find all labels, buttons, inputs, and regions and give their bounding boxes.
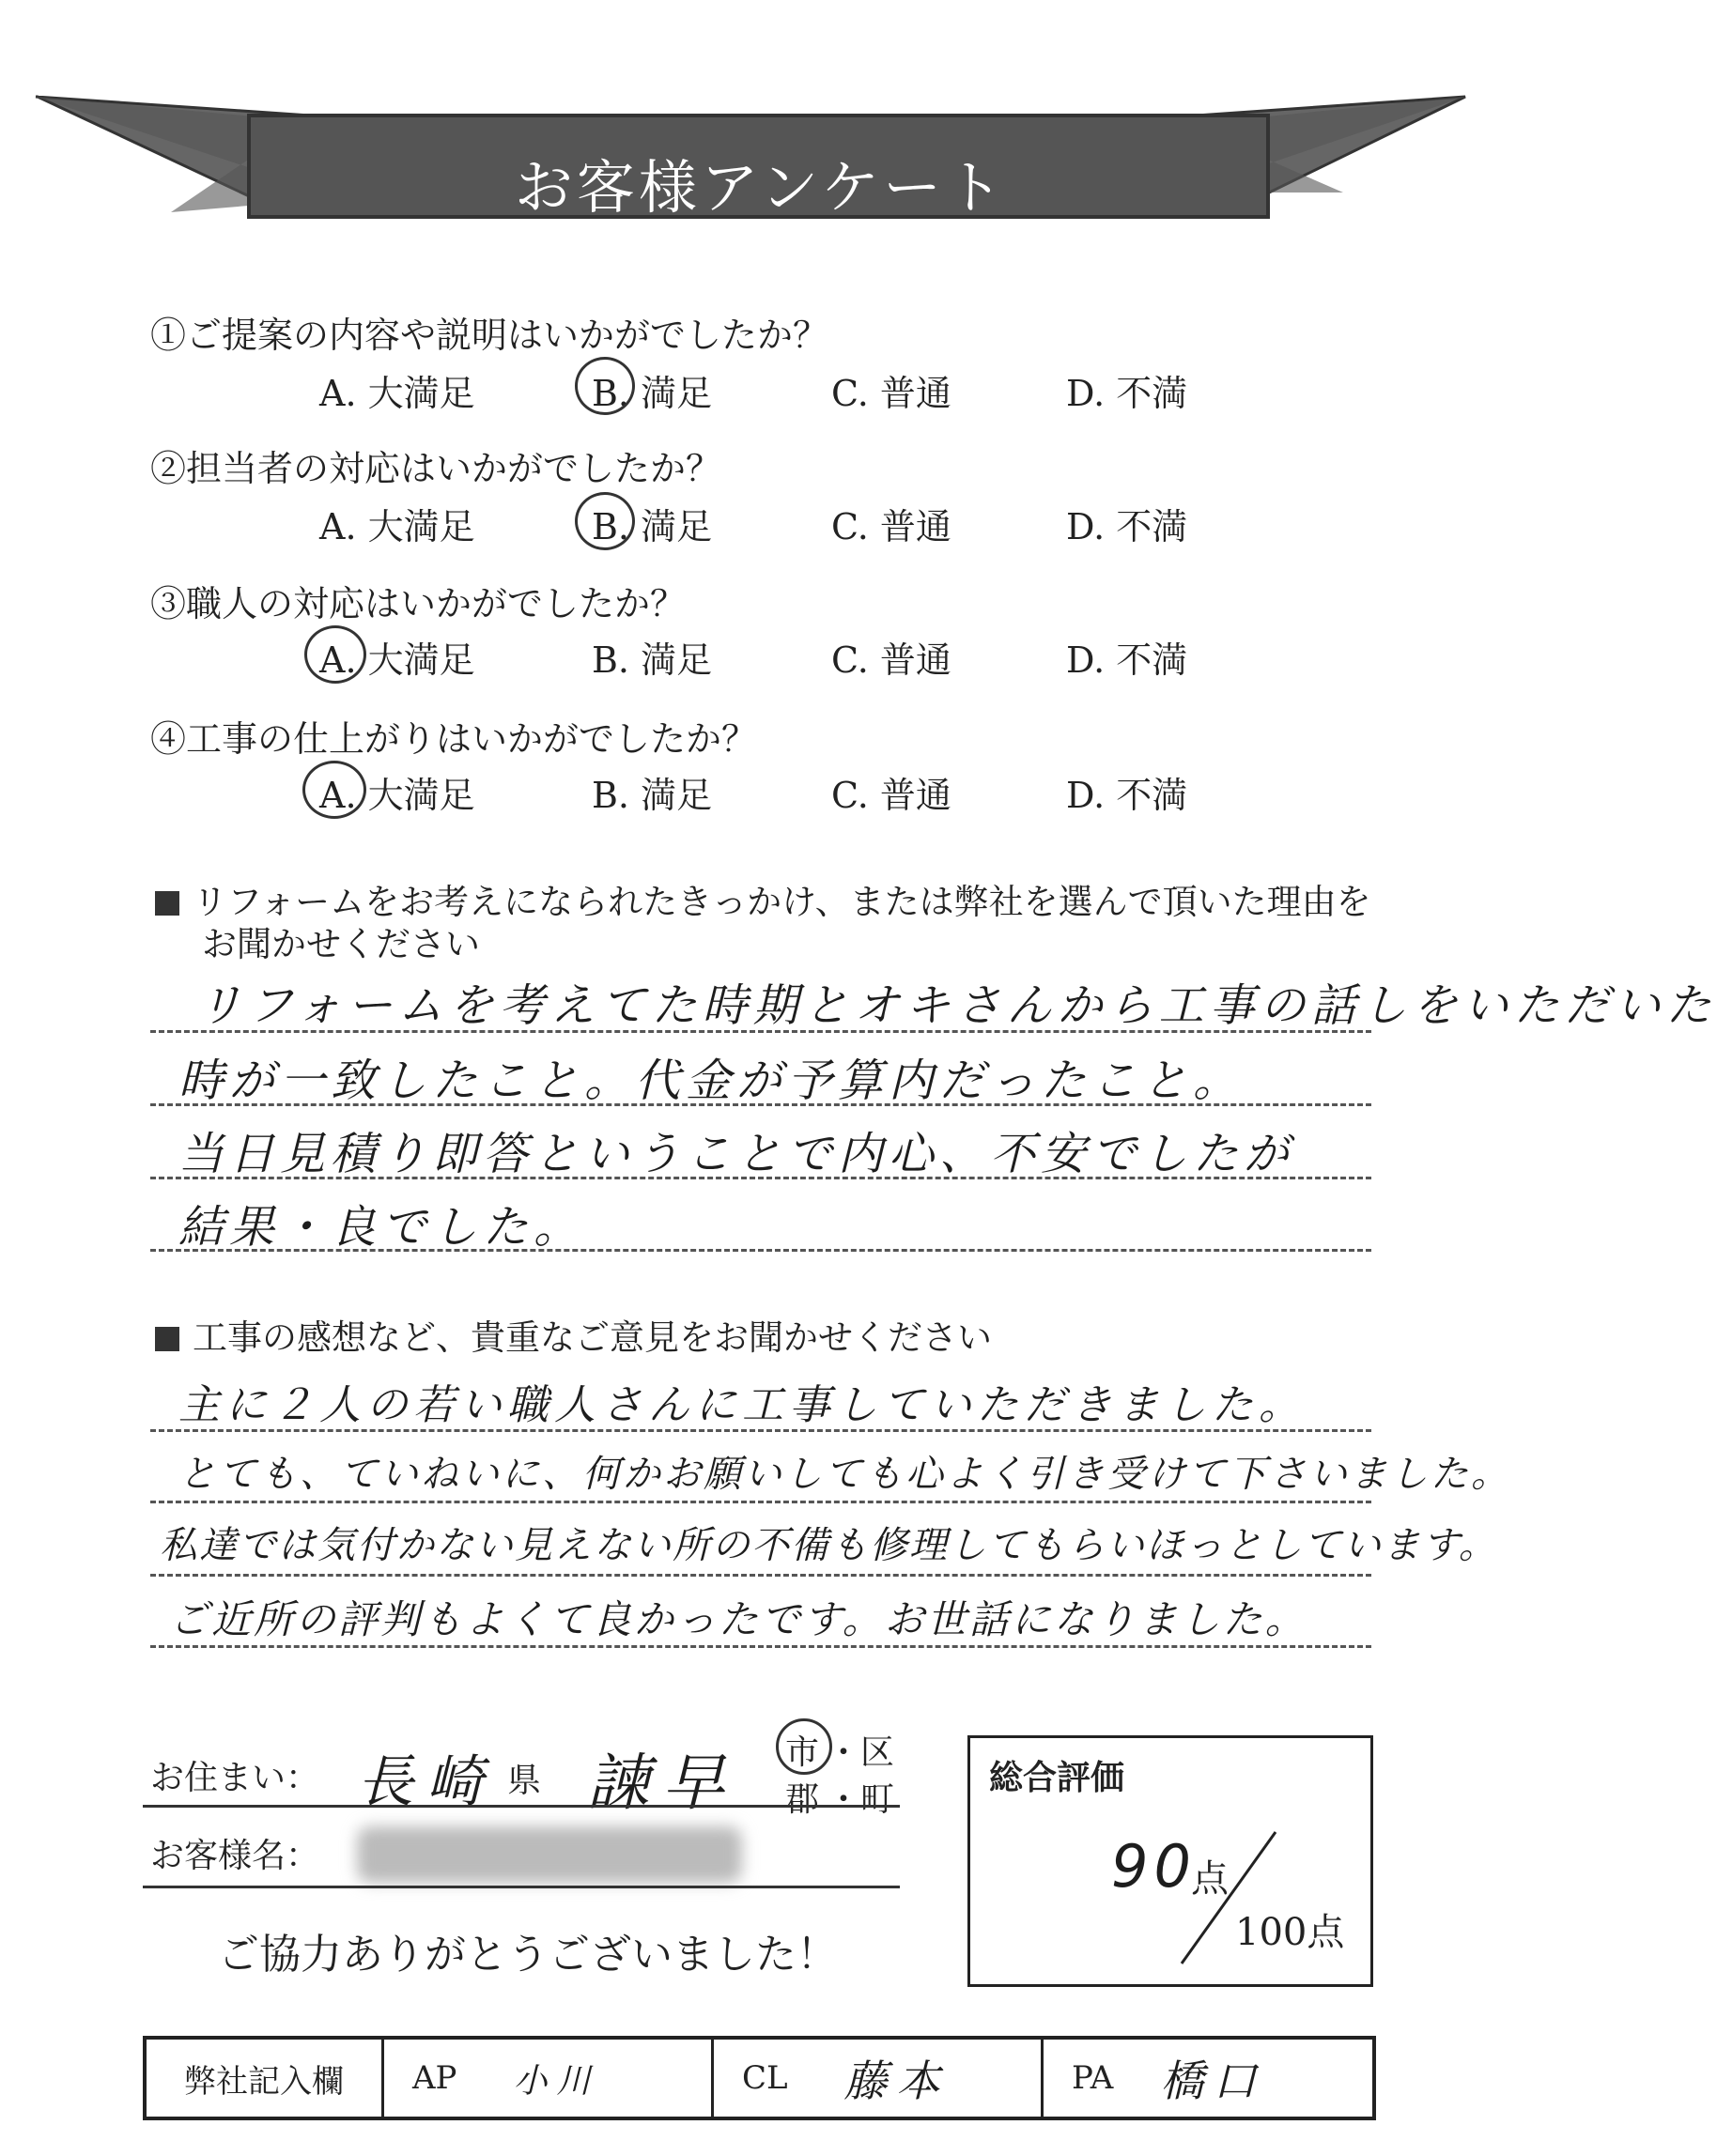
q4-option-d[interactable]: D. 不満 (1066, 775, 1188, 816)
q4-option-c[interactable]: C. 普通 (831, 775, 951, 816)
customer-name-redacted (357, 1826, 742, 1883)
feedback-answer-line-4: ご近所の評判もよくて良かったです。お世話になりました。 (169, 1596, 1307, 1642)
reason-answer-line-4: 結果・良でした。 (178, 1201, 585, 1254)
q3-option-b[interactable]: B. 満足 (592, 639, 713, 681)
score-label: 総合評価 (989, 1759, 1125, 1797)
q2-option-a[interactable]: A. 大満足 (319, 506, 475, 547)
address-label: お住まい： (150, 1759, 320, 1797)
customer-underline (143, 1886, 900, 1888)
answer-rule (150, 1501, 1371, 1503)
address-ken: 県 (507, 1762, 542, 1800)
score-max: 100点 (1235, 1911, 1345, 1954)
answer-rule (150, 1429, 1371, 1432)
q3-option-a[interactable]: A. 大満足 (319, 639, 475, 681)
answer-rule (150, 1030, 1371, 1033)
q3-option-c[interactable]: C. 普通 (831, 639, 951, 681)
ap-label: AP (412, 2059, 457, 2097)
address-underline (143, 1805, 900, 1808)
ap-value: 小川 (513, 2061, 600, 2101)
thanks-message: ご協力ありがとうございました！ (218, 1931, 838, 1979)
office-use-table (143, 2036, 1376, 2120)
address-city: 諫早 (587, 1747, 737, 1819)
office-use-header: 弊社記入欄 (147, 2040, 384, 2117)
q4-selection-circle (302, 761, 366, 819)
score-value: 90 (1111, 1832, 1197, 1901)
q2-option-c[interactable]: C. 普通 (831, 506, 951, 547)
reason-answer-line-3: 当日見積り即答ということで内心、不安でしたが (178, 1128, 1295, 1180)
q1-selection-circle (575, 357, 635, 415)
feedback-answer-line-1: 主に２人の若い職人さんに工事していただきました。 (178, 1381, 1306, 1429)
address-gun: 郡 (785, 1780, 820, 1819)
q1-option-b[interactable]: B. 満足 (592, 373, 713, 414)
answer-rule (150, 1103, 1371, 1106)
q1-option-d[interactable]: D. 不満 (1066, 373, 1188, 414)
survey-title: お客様アンケート (514, 153, 1008, 222)
shi-selection-circle (776, 1718, 832, 1775)
pa-value: 橋口 (1160, 2056, 1266, 2106)
answer-rule (150, 1645, 1371, 1648)
square-bullet-icon (155, 891, 179, 916)
question-1: ①ご提案の内容や説明はいかがでしたか？ (150, 315, 829, 356)
reason-answer-line-1: リフォームを考えてた時期とオキさんから工事の話しをいただいた (197, 979, 1717, 1032)
q1-option-c[interactable]: C. 普通 (831, 373, 951, 414)
pa-label: PA (1072, 2059, 1114, 2097)
feedback-answer-line-2: とても、ていねいに、何かお願いしても心よく引き受けて下さいました。 (178, 1453, 1511, 1496)
section-feedback-title: 工事の感想など、貴重なご意見をお聞かせください (155, 1309, 992, 1360)
address-shi: 市 (785, 1733, 820, 1772)
q3-selection-circle (304, 625, 366, 684)
q2-option-b[interactable]: B. 満足 (592, 506, 713, 547)
score-unit: 点 (1191, 1857, 1229, 1901)
answer-rule (150, 1574, 1371, 1577)
q4-option-b[interactable]: B. 満足 (592, 775, 713, 816)
feedback-answer-line-3: 私達では気付かない見えない所の不備も修理してもらいほっとしています。 (160, 1524, 1498, 1567)
pa-cell (1044, 2040, 1372, 2117)
q3-option-d[interactable]: D. 不満 (1066, 639, 1188, 681)
reason-answer-line-2: 時が一致したこと。代金が予算内だったこと。 (178, 1055, 1245, 1107)
question-2: ②担当者の対応はいかがでしたか？ (150, 448, 722, 489)
q4-option-a[interactable]: A. 大満足 (319, 775, 475, 816)
question-4: ④工事の仕上がりはいかがでしたか？ (150, 718, 758, 760)
square-bullet-icon (155, 1327, 179, 1351)
answer-rule (150, 1249, 1371, 1252)
answer-rule (150, 1177, 1371, 1179)
section-reason-title: リフォームをお考えになられたきっかけ、または弊社を選んで頂いた理由を (155, 873, 1371, 924)
cl-value: 藤本 (843, 2056, 950, 2106)
section-reason-title-line2: お聞かせください (202, 924, 480, 964)
ap-cell (384, 2040, 714, 2117)
customer-name-label: お客様名： (150, 1837, 320, 1875)
question-3: ③職人の対応はいかがでしたか？ (150, 583, 687, 624)
address-prefecture: 長崎 (357, 1749, 496, 1815)
q1-option-a[interactable]: A. 大満足 (319, 373, 475, 414)
cl-cell (714, 2040, 1044, 2117)
q2-option-d[interactable]: D. 不満 (1066, 506, 1188, 547)
q2-selection-circle (575, 492, 635, 550)
overall-score-box (967, 1735, 1373, 1987)
address-ku: ・区 (827, 1733, 895, 1772)
address-cho: ・町 (827, 1780, 895, 1819)
cl-label: CL (742, 2059, 788, 2097)
